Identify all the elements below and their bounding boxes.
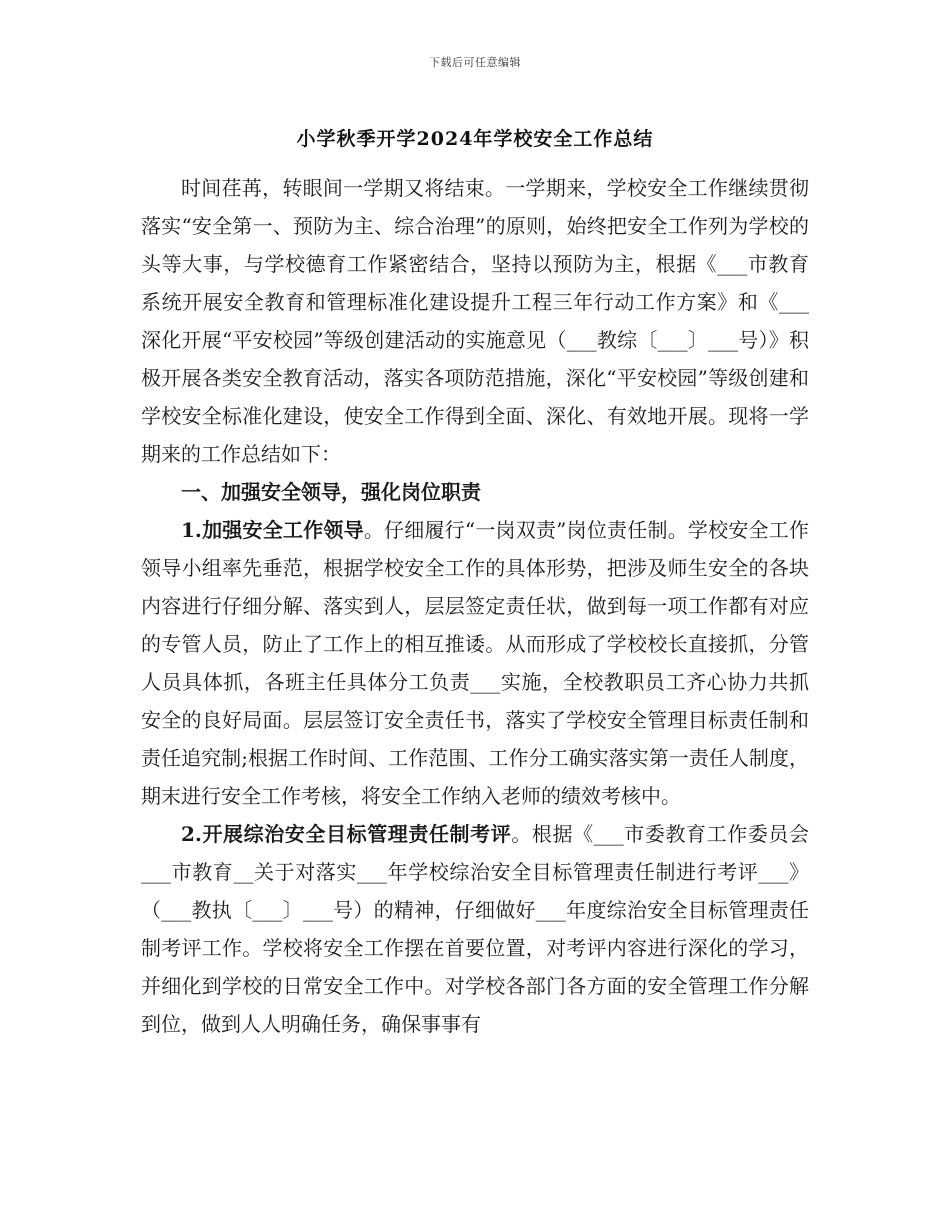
item-2-paragraph — [141, 815, 809, 1043]
item-2-lead: 2.开展综治安全目标管理责任制考评 — [181, 822, 512, 846]
document-title: 小学秋季开学2024年学校安全工作总结 — [296, 128, 654, 150]
document-body — [141, 169, 809, 1043]
item-1-text: 。仔细履行“一岗双责”岗位责任制。学校安全工作领导小组率先垂范，根据学校安全工作的具体形势，把涉及师生安全的各块内容进行仔细分解、落实到人，层层签定责任状，做到每一项工作都有对应的专管人员，防止了工作上的相互推诿。从而形成了学校校长直接抓，分管人员具体抓，各班主任具体分工负责___实施，全校教职员工齐心协力共抓安全的良好局面。层层签订安全责任书，落实了学校安全管理目标责任制和责任追究制;根据工作时间、工作范围、工作分工确实落实第一责任人制度，期末进行安全工作考核，将安全工作纳入老师的绩效考核中。 — [141, 518, 809, 808]
item-1-lead: 1.加强安全工作领导 — [181, 518, 364, 542]
section-heading: 一、加强安全领导，强化岗位职责 — [181, 480, 481, 504]
item-1-paragraph — [141, 511, 809, 815]
header-note: 下载后可任意编辑 — [429, 56, 521, 69]
intro-paragraph: 时间荏苒，转眼间一学期又将结束。一学期来，学校安全工作继续贯彻落实“安全第一、预防为主、综合治理”的原则，始终把安全工作列为学校的头等大事，与学校德育工作紧密结合，坚持以预防为主，根据《___市教育系统开展安全教育和管理标准化建设提升工程三年行动工作方案》和《___深化开展“平安校园”等级创建活动的实施意见（___教综〔___〕___号）》积极开展各类安全教育活动，落实各项防范措施，深化“平安校园”等级创建和学校安全标准化建设，使安全工作得到全面、深化、有效地开展。现将一学期来的工作总结如下： — [141, 176, 809, 466]
item-2-text: 。根据《___市委教育工作委员会___市教育__关于对落实___年学校综治安全目标管理责任制进行考评___》（___教执〔___〕___号）的精神，仔细做好___年度综治安全目标管理责任制考评工作。学校将安全工作摆在首要位置，对考评内容进行深化的学习，并细化到学校的日常安全工作中。对学校各部门各方面的安全管理工作分解到位，做到人人明确任务，确保事事有 — [141, 822, 809, 1036]
